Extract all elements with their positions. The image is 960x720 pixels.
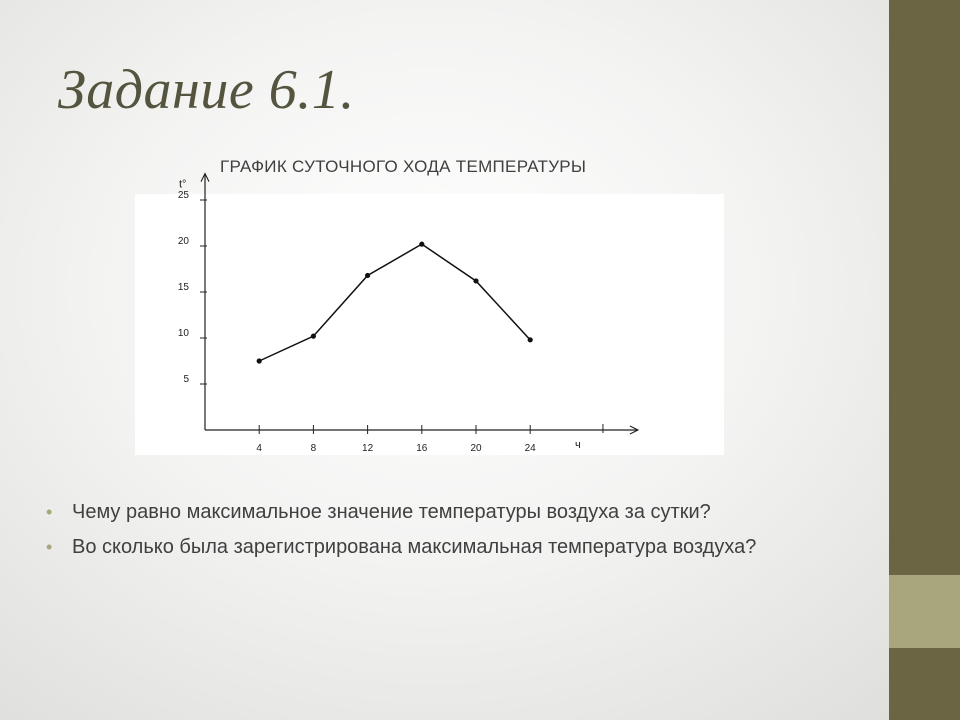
data-point bbox=[473, 278, 478, 283]
data-point bbox=[365, 273, 370, 278]
y-tick-label: 20 bbox=[177, 236, 189, 247]
chart-panel bbox=[135, 178, 724, 455]
temperature-line-chart bbox=[135, 178, 724, 455]
list-item bbox=[46, 532, 826, 562]
x-tick-label: 16 bbox=[416, 443, 428, 454]
list-item bbox=[46, 497, 826, 527]
slide-title: Задание 6.1. bbox=[58, 59, 355, 121]
y-tick-label: 25 bbox=[177, 190, 189, 201]
x-tick-label: 8 bbox=[310, 443, 317, 454]
series-line bbox=[259, 244, 530, 361]
x-tick-label: 24 bbox=[524, 443, 536, 454]
y-tick-label: 5 bbox=[183, 374, 189, 385]
x-tick-label: 4 bbox=[256, 443, 262, 454]
y-axis-label: t° bbox=[179, 178, 187, 191]
bullet-marker: • bbox=[46, 537, 53, 557]
x-axis-label: ч bbox=[574, 439, 581, 451]
x-tick-label: 20 bbox=[470, 443, 482, 454]
question-list bbox=[46, 497, 826, 567]
data-point bbox=[528, 337, 533, 342]
y-tick-label: 15 bbox=[177, 282, 189, 293]
x-tick-label: 12 bbox=[362, 443, 374, 454]
y-tick-label: 10 bbox=[177, 328, 189, 339]
question-text: Во сколько была зарегистрирована максимальная температура воздуха? bbox=[72, 536, 757, 558]
data-point bbox=[419, 242, 424, 247]
chart-title: ГРАФИК СУТОЧНОГО ХОДА ТЕМПЕРАТУРЫ bbox=[220, 157, 587, 176]
data-point bbox=[257, 358, 262, 363]
sidebar-accent-block bbox=[889, 575, 960, 648]
question-text: Чему равно максимальное значение температуры воздуха за сутки? bbox=[72, 501, 711, 523]
bullet-marker: • bbox=[46, 502, 53, 522]
data-point bbox=[311, 334, 316, 339]
